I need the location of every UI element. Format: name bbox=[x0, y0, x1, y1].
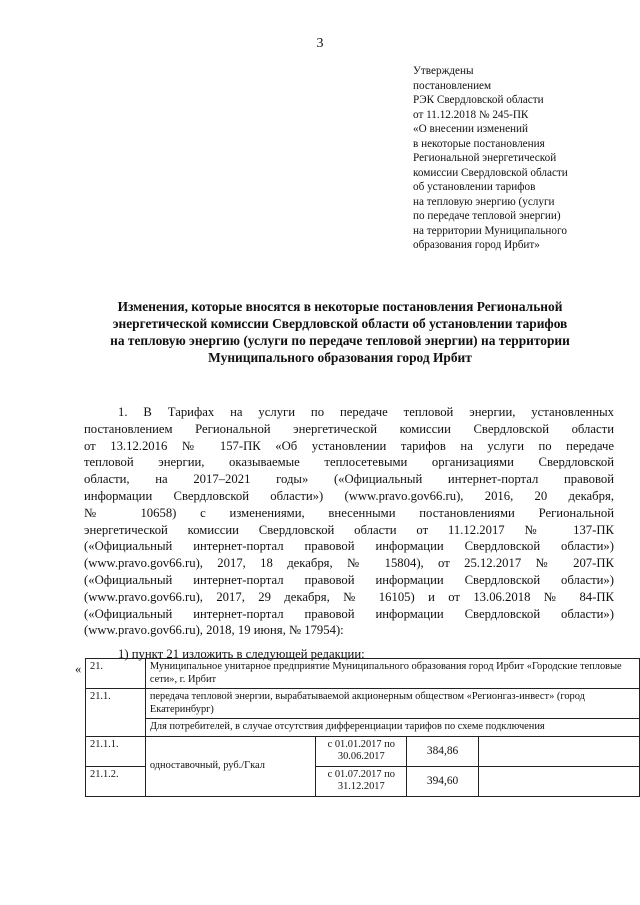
paragraph-line: (www.pravo.gov66.ru), 2018, 19 июня, № 17954): bbox=[84, 623, 344, 638]
tariff-value: 384,86 bbox=[407, 736, 478, 766]
title-line: Муниципального образования город Ирбит bbox=[208, 350, 472, 365]
table-row bbox=[86, 719, 640, 737]
paragraph-line: («Официальный интернет-портал правовой информации Свердловской области») bbox=[84, 539, 614, 554]
period: с 01.07.2017 по 31.12.2017 bbox=[316, 766, 407, 796]
document-title bbox=[80, 298, 600, 366]
title-line: на тепловую энергию (услуги по передаче тепловой энергии) на территории bbox=[110, 333, 570, 348]
organization-name: Муниципальное унитарное предприятие Муниципального образования город Ирбит «Городские тепловые сети», г. Ирбит bbox=[145, 659, 639, 689]
paragraph-line: области, на 2017–2021 годы» («Официальный интернет-портал правовой bbox=[84, 472, 614, 487]
table-row bbox=[86, 659, 640, 689]
title-line: энергетической комиссии Свердловской области об установлении тарифов bbox=[112, 316, 568, 331]
rate-type: одноставочный, руб./Гкал bbox=[145, 736, 315, 796]
empty-cell bbox=[478, 766, 639, 796]
approval-line: постановлением bbox=[413, 79, 492, 92]
tariff-table bbox=[85, 658, 640, 797]
paragraph-line: 1. В Тарифах на услуги по передаче тепловой энергии, установленных bbox=[118, 405, 614, 419]
paragraph-line: постановлением Региональной энергетической комиссии Свердловской области bbox=[84, 421, 614, 436]
period: с 01.01.2017 по 30.06.2017 bbox=[316, 736, 407, 766]
approval-line: Региональной энергетической bbox=[413, 152, 557, 164]
paragraph-line: (www.pravo.gov66.ru), 2017, 18 декабря, № 15804), от 25.12.2017 № 207-ПК bbox=[84, 556, 614, 571]
paragraph-line: (www.pravo.gov66.ru), 2017, 29 декабря, № 16105) и от 13.06.2018 № 84-ПК bbox=[84, 589, 614, 604]
page-number: 3 bbox=[316, 36, 324, 51]
approval-line: в некоторые постановления bbox=[413, 137, 545, 150]
tariff-value: 394,60 bbox=[407, 766, 478, 796]
title-line: Изменения, которые вносятся в некоторые постановления Региональной bbox=[117, 299, 563, 314]
approval-line: «О внесении изменений bbox=[413, 123, 529, 135]
row-number: 21. bbox=[86, 659, 146, 689]
row-number: 21.1.1. bbox=[86, 736, 146, 766]
paragraph-line: информации Свердловской области») (www.pravo.gov66.ru), 2016, 20 декабря, bbox=[84, 488, 614, 503]
empty-cell bbox=[478, 736, 639, 766]
approval-line: на тепловую энергию (услуги bbox=[413, 195, 555, 208]
approval-line: об установлении тарифов bbox=[413, 181, 536, 193]
service-description: передача тепловой энергии, вырабатываемой акционерным обществом «Регионгаз-инвест» (город Екатеринбург) bbox=[145, 689, 639, 719]
approval-line: РЭК Свердловской области bbox=[413, 94, 544, 106]
approval-line: от 11.12.2018 № 245-ПК bbox=[413, 108, 529, 121]
paragraph-line: («Официальный интернет-портал правовой информации Свердловской области») bbox=[84, 606, 614, 621]
paragraph-line: тепловой энергии, оказываемые теплосетевыми организациями Свердловской bbox=[84, 455, 614, 470]
consumers-note: Для потребителей, в случае отсутствия дифференциации тарифов по схеме подключения bbox=[145, 719, 639, 737]
approval-line: по передаче тепловой энергии) bbox=[413, 210, 561, 222]
main-paragraph bbox=[84, 404, 614, 639]
approval-line: комиссии Свердловской области bbox=[413, 166, 568, 179]
paragraph-line: («Официальный интернет-портал правовой информации Свердловской области») bbox=[84, 572, 614, 587]
paragraph-line: энергетической комиссии Свердловской области от 11.12.2017 № 137-ПК bbox=[84, 522, 614, 537]
approval-line: Утверждены bbox=[413, 65, 474, 77]
approval-line: на территории Муниципального bbox=[413, 224, 567, 237]
point-1: 1) пункт 21 изложить в следующей редакции: bbox=[118, 647, 365, 661]
row-number: 21.1.2. bbox=[86, 766, 146, 796]
approval-line: образования город Ирбит» bbox=[413, 239, 540, 251]
table-row bbox=[86, 736, 640, 766]
approval-block bbox=[413, 64, 568, 253]
table-row bbox=[86, 689, 640, 719]
row-number: 21.1. bbox=[86, 689, 146, 737]
paragraph-line: № 10658) с изменениями, внесенными постановлениями Региональной bbox=[84, 505, 614, 520]
quote-mark: « bbox=[75, 662, 82, 676]
paragraph-line: от 13.12.2016 № 157-ПК «Об установлении тарифов на услуги по передаче bbox=[84, 438, 614, 453]
